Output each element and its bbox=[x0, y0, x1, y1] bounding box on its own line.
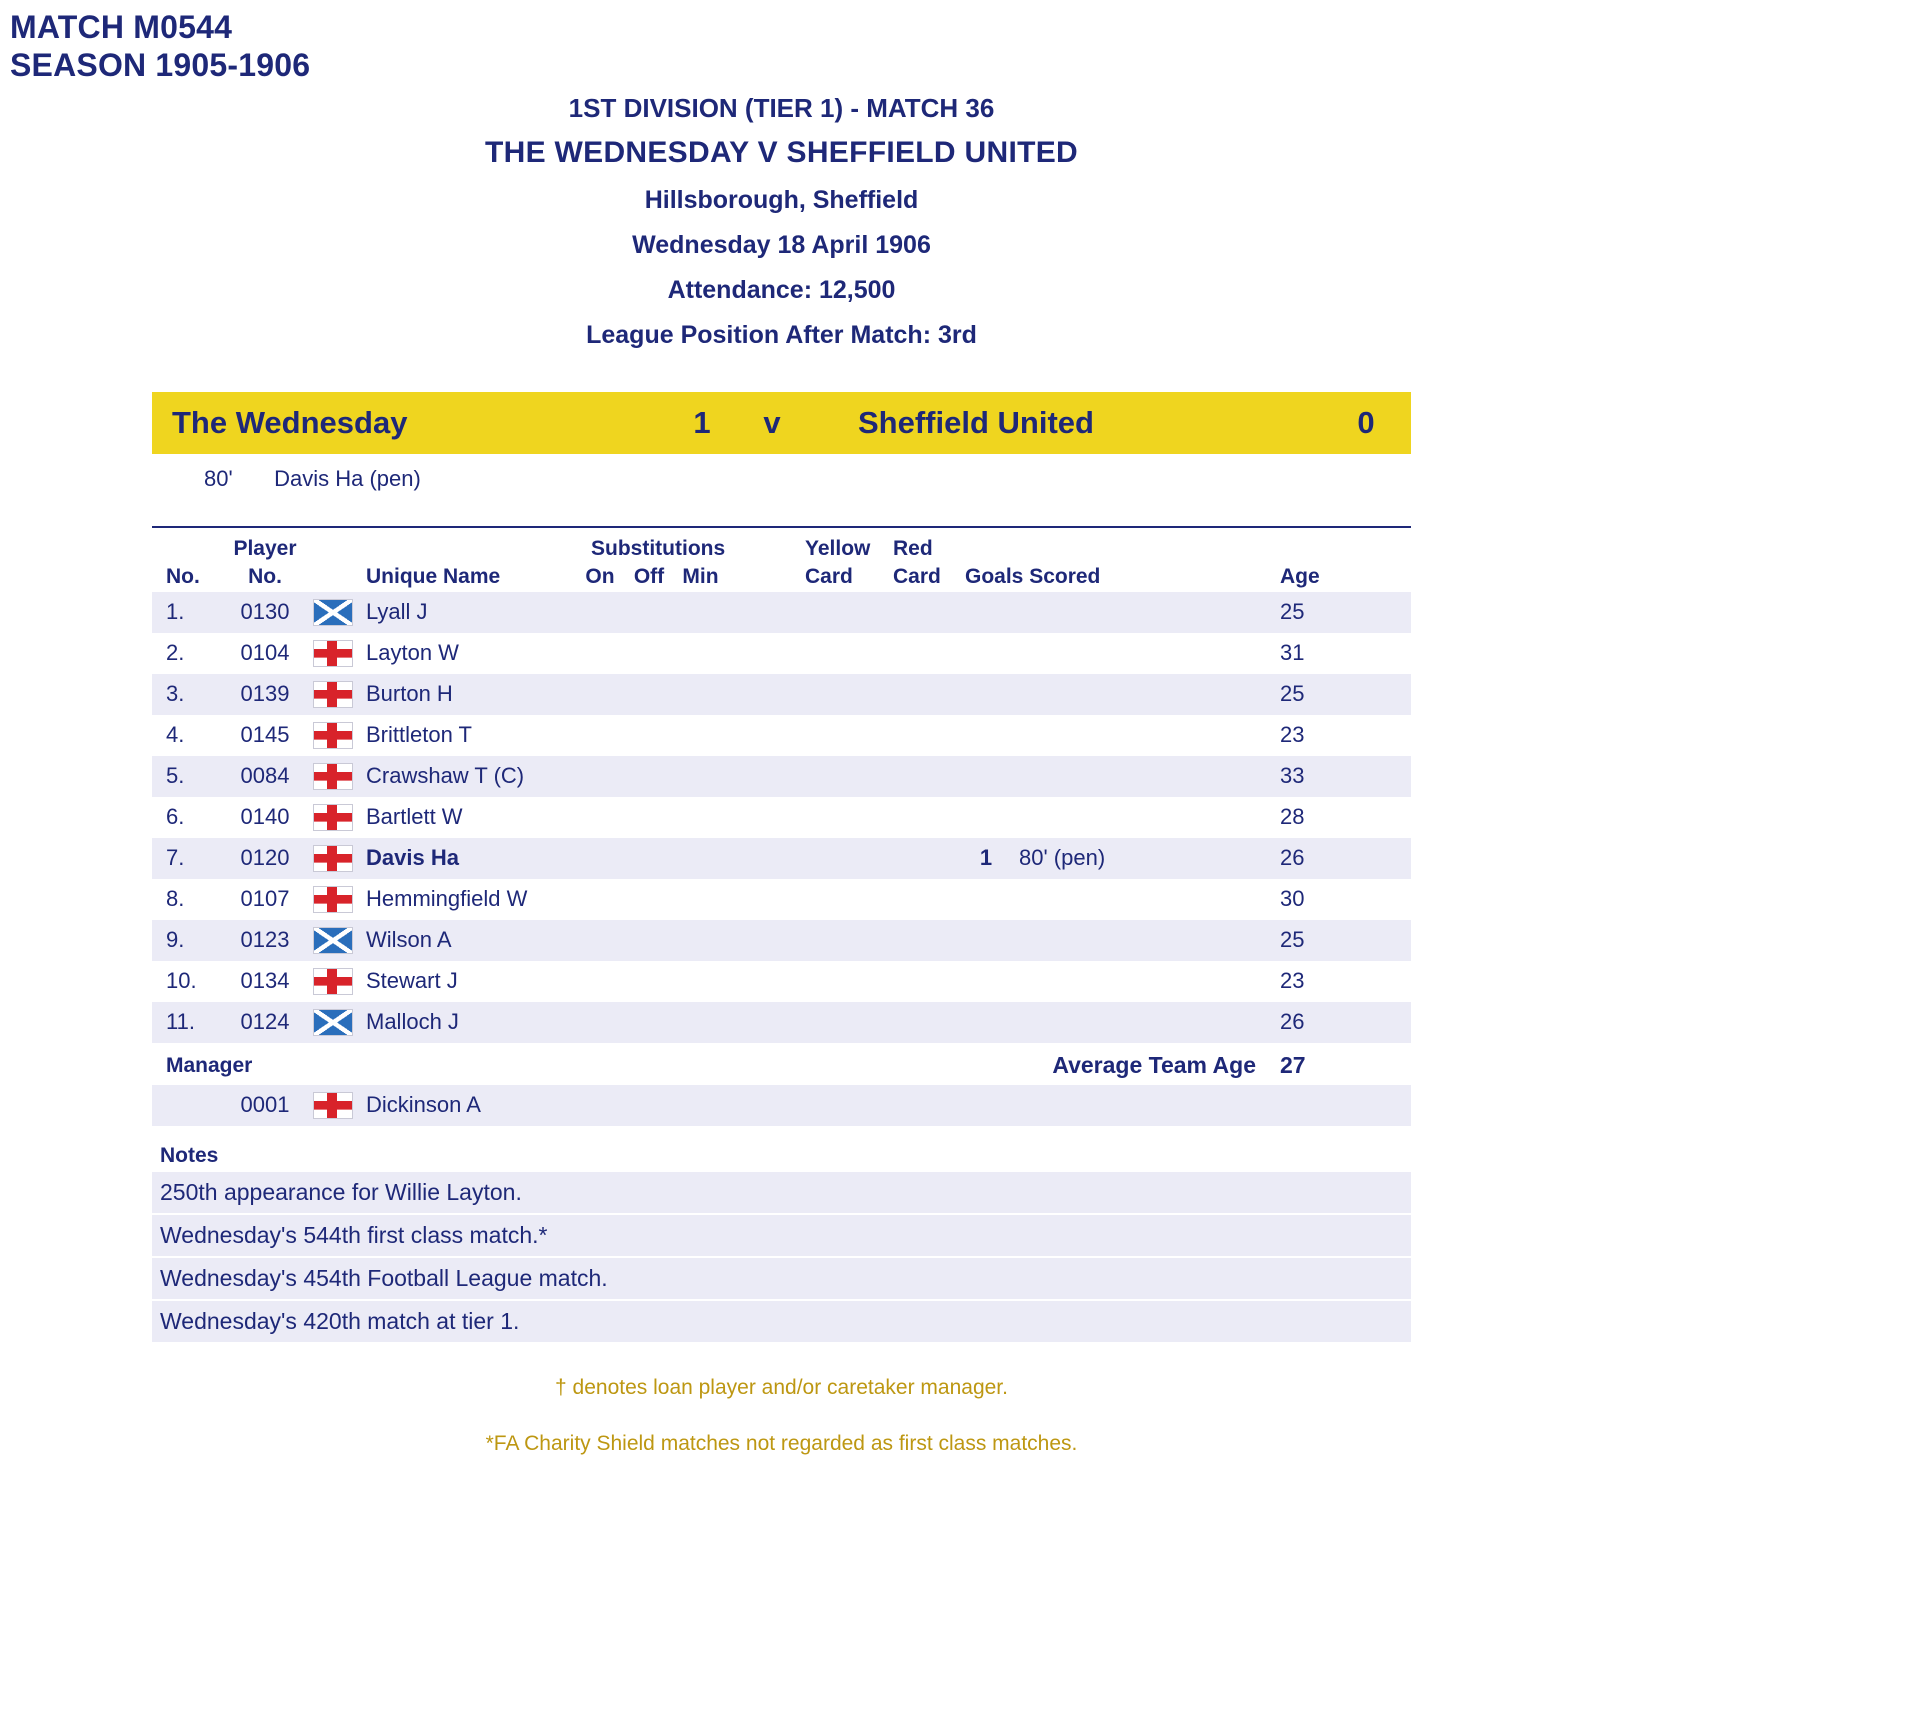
col-red-bottom: Card bbox=[893, 564, 941, 588]
col-no: No. bbox=[166, 564, 200, 588]
table-row bbox=[152, 674, 1411, 715]
note-item: Wednesday's 544th first class match.* bbox=[152, 1215, 1411, 1256]
player-number: 0104 bbox=[240, 640, 290, 666]
table-row bbox=[152, 797, 1411, 838]
player-name: Bartlett W bbox=[366, 804, 463, 830]
player-age: 33 bbox=[1280, 763, 1305, 789]
flag-england-icon bbox=[313, 1092, 353, 1119]
player-number: 0139 bbox=[240, 681, 290, 707]
player-number: 0084 bbox=[240, 763, 290, 789]
flag-england-icon bbox=[313, 722, 353, 749]
score-banner bbox=[152, 392, 1411, 454]
row-number: 3. bbox=[166, 681, 185, 707]
player-age: 25 bbox=[1280, 927, 1305, 953]
manager-name: Dickinson A bbox=[366, 1092, 481, 1118]
match-id: MATCH M0544 bbox=[10, 9, 233, 45]
player-number: 0124 bbox=[240, 1009, 290, 1035]
table-row bbox=[152, 592, 1411, 633]
versus-label: v bbox=[763, 404, 781, 440]
notes-list bbox=[152, 1172, 1411, 1342]
col-on: On bbox=[585, 564, 615, 588]
average-team-age-label: Average Team Age bbox=[1052, 1052, 1256, 1079]
player-name: Burton H bbox=[366, 681, 453, 707]
col-yellow-top: Yellow bbox=[805, 536, 871, 560]
col-goals-scored: Goals Scored bbox=[965, 564, 1101, 588]
player-number: 0145 bbox=[240, 722, 290, 748]
notes-label: Notes bbox=[160, 1143, 219, 1167]
player-number: 0120 bbox=[240, 845, 290, 871]
footnote-charity-shield: *FA Charity Shield matches not regarded as first class matches. bbox=[485, 1431, 1078, 1455]
table-row bbox=[152, 633, 1411, 674]
table-header bbox=[152, 526, 1411, 592]
row-number: 11. bbox=[166, 1009, 195, 1035]
average-team-age-value: 27 bbox=[1280, 1052, 1306, 1079]
player-number: 0107 bbox=[240, 886, 290, 912]
flag-england-icon bbox=[313, 640, 353, 667]
home-score: 1 bbox=[693, 404, 711, 440]
note-item: 250th appearance for Willie Layton. bbox=[152, 1172, 1411, 1213]
division-line: 1ST DIVISION (TIER 1) - MATCH 36 bbox=[568, 92, 995, 123]
player-name: Stewart J bbox=[366, 968, 458, 994]
season-label: SEASON 1905-1906 bbox=[10, 47, 311, 84]
player-name: Lyall J bbox=[366, 599, 428, 625]
table-row bbox=[152, 961, 1411, 1002]
match-meta bbox=[10, 8, 1919, 85]
table-row bbox=[152, 756, 1411, 797]
flag-scotland-icon bbox=[313, 1009, 353, 1036]
flag-england-icon bbox=[313, 968, 353, 995]
table-row bbox=[152, 1002, 1411, 1043]
manager-label: Manager bbox=[166, 1053, 253, 1077]
report-body bbox=[152, 93, 1411, 1456]
player-age: 31 bbox=[1280, 640, 1305, 666]
date-line: Wednesday 18 April 1906 bbox=[632, 230, 931, 259]
venue-line: Hillsborough, Sheffield bbox=[644, 185, 919, 214]
player-age: 26 bbox=[1280, 1009, 1305, 1035]
flag-england-icon bbox=[313, 804, 353, 831]
player-age: 28 bbox=[1280, 804, 1305, 830]
player-name: Brittleton T bbox=[366, 722, 472, 748]
note-item: Wednesday's 420th match at tier 1. bbox=[152, 1301, 1411, 1342]
row-number: 6. bbox=[166, 804, 185, 830]
player-number: 0123 bbox=[240, 927, 290, 953]
flag-scotland-icon bbox=[313, 599, 353, 626]
home-team-name: The Wednesday bbox=[172, 404, 408, 440]
player-number: 0134 bbox=[240, 968, 290, 994]
table-row bbox=[152, 838, 1411, 879]
footnote-loan: † denotes loan player and/or caretaker manager. bbox=[555, 1375, 1008, 1399]
player-age: 25 bbox=[1280, 681, 1305, 707]
player-name: Hemmingfield W bbox=[366, 886, 528, 912]
row-number: 5. bbox=[166, 763, 185, 789]
player-age: 23 bbox=[1280, 722, 1305, 748]
player-name: Davis Ha bbox=[366, 845, 459, 871]
away-score: 0 bbox=[1357, 404, 1375, 440]
row-number: 9. bbox=[166, 927, 185, 953]
player-number: 0130 bbox=[240, 599, 290, 625]
col-unique-name: Unique Name bbox=[366, 564, 501, 588]
goal-scorer: Davis Ha (pen) bbox=[274, 465, 421, 491]
manager-header-line bbox=[152, 1047, 1411, 1085]
flag-england-icon bbox=[313, 886, 353, 913]
player-age: 26 bbox=[1280, 845, 1305, 871]
goal-event bbox=[152, 466, 1411, 496]
goal-detail: 80' (pen) bbox=[1019, 845, 1106, 871]
away-team-name: Sheffield United bbox=[858, 404, 1094, 440]
table-row bbox=[152, 715, 1411, 756]
player-name: Wilson A bbox=[366, 927, 452, 953]
flag-england-icon bbox=[313, 763, 353, 790]
row-number: 4. bbox=[166, 722, 185, 748]
lineup-table bbox=[152, 592, 1411, 1043]
note-item: Wednesday's 454th Football League match. bbox=[152, 1258, 1411, 1299]
row-number: 7. bbox=[166, 845, 185, 871]
col-player-top: Player bbox=[233, 536, 297, 560]
table-row bbox=[152, 920, 1411, 961]
flag-england-icon bbox=[313, 681, 353, 708]
flag-england-icon bbox=[313, 845, 353, 872]
manager-number: 0001 bbox=[240, 1092, 290, 1118]
player-age: 25 bbox=[1280, 599, 1305, 625]
goals-count: 1 bbox=[979, 845, 993, 871]
col-age: Age bbox=[1280, 564, 1320, 588]
player-age: 23 bbox=[1280, 968, 1305, 994]
league-position-line: League Position After Match: 3rd bbox=[586, 320, 977, 349]
table-row bbox=[152, 879, 1411, 920]
col-yellow-bottom: Card bbox=[805, 564, 853, 588]
col-player-bottom: No. bbox=[248, 564, 282, 588]
col-off: Off bbox=[633, 564, 665, 588]
player-name: Crawshaw T (C) bbox=[366, 763, 525, 789]
goal-minute: 80' bbox=[204, 465, 233, 491]
row-number: 8. bbox=[166, 886, 185, 912]
row-number: 1. bbox=[166, 599, 185, 625]
fixture-title: THE WEDNESDAY V SHEFFIELD UNITED bbox=[484, 135, 1078, 169]
col-min: Min bbox=[682, 564, 719, 588]
player-name: Malloch J bbox=[366, 1009, 459, 1035]
player-age: 30 bbox=[1280, 886, 1305, 912]
player-number: 0140 bbox=[240, 804, 290, 830]
attendance-line: Attendance: 12,500 bbox=[667, 275, 896, 304]
row-number: 10. bbox=[166, 968, 197, 994]
col-substitutions: Substitutions bbox=[591, 536, 726, 560]
manager-row bbox=[152, 1085, 1411, 1126]
player-name: Layton W bbox=[366, 640, 459, 666]
col-red-top: Red bbox=[893, 536, 933, 560]
flag-scotland-icon bbox=[313, 927, 353, 954]
row-number: 2. bbox=[166, 640, 185, 666]
